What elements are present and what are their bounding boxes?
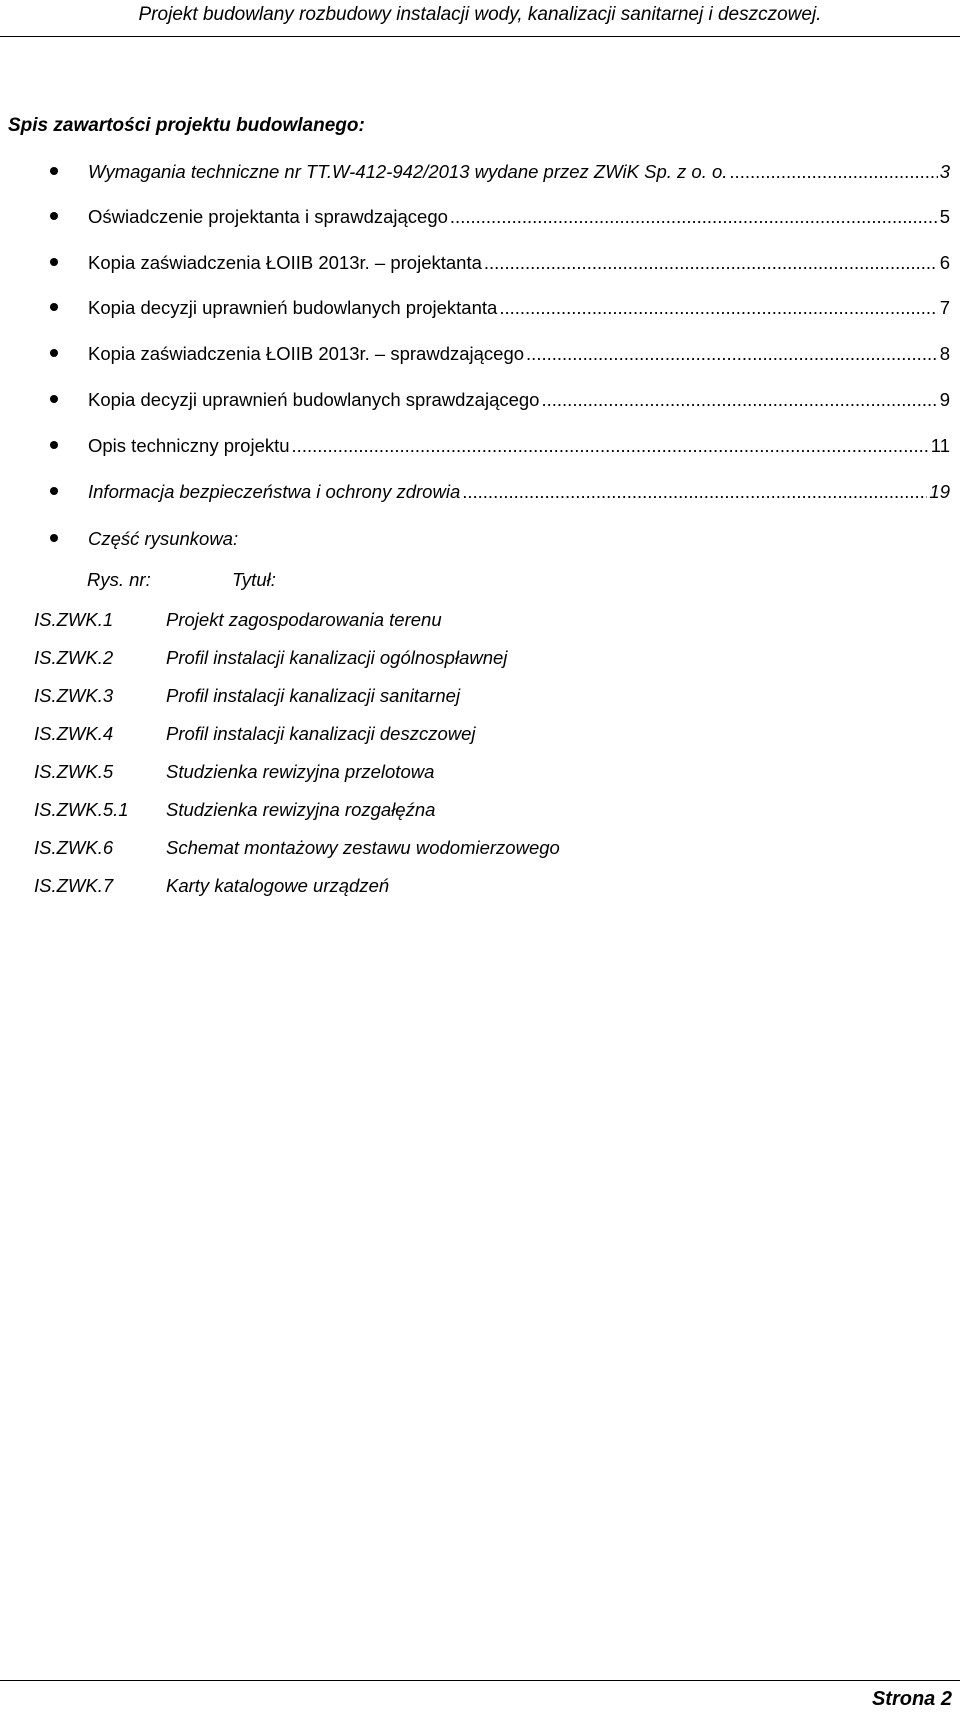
toc-leader-dots [541,385,937,415]
drawing-number: IS.ZWK.6 [34,837,114,858]
toc-item-page: 9 [939,389,950,410]
drawing-title: Profil instalacji kanalizacji deszczowej [166,723,476,744]
bullet-icon [50,258,58,266]
toc-item[interactable] [0,385,960,415]
drawing-title: Profil instalacji kanalizacji sanitarnej [166,685,461,706]
drawing-row [0,756,960,790]
drawing-title: Profil instalacji kanalizacji ogólnospławnej [166,647,508,668]
toc-entry [88,339,950,369]
bullet-icon [50,395,58,403]
toc-item-label: Informacja bezpieczeństwa i ochrony zdrowia [88,481,461,502]
toc-item-label: Kopia zaświadczenia ŁOIIB 2013r. – sprawdzającego [88,343,525,364]
toc-item[interactable] [0,431,960,461]
toc-leader-dots [462,477,927,507]
bullet-icon [50,441,58,449]
toc-item[interactable] [0,248,960,278]
drawing-title: Studzienka rewizyjna rozgałęźna [166,799,436,820]
toc-item-label: Oświadczenie projektanta i sprawdzającego [88,206,448,227]
drawings-heading: Część rysunkowa: [88,528,239,549]
toc-item-page: 5 [939,206,950,227]
toc-title: Spis zawartości projektu budowlanego: [8,115,365,136]
toc-entry [88,248,950,278]
bullet-icon [50,212,58,220]
drawing-row [0,680,960,714]
drawing-title: Projekt zagospodarowania terenu [166,609,442,630]
drawing-number: IS.ZWK.5.1 [34,799,129,820]
toc-leader-dots [450,202,938,232]
toc-item[interactable] [0,477,960,507]
toc-entry [88,157,950,187]
document-header: Projekt budowlany rozbudowy instalacji wody, kanalizacji sanitarnej i deszczowej. [138,4,822,25]
toc-item[interactable] [0,202,960,232]
toc-item-page: 8 [939,343,950,364]
drawing-row [0,642,960,676]
drawing-row [0,832,960,866]
drawings-heading-item [0,524,960,554]
toc-item-page: 3 [939,161,950,182]
drawing-title: Karty katalogowe urządzeń [166,875,390,896]
toc-leader-dots [484,248,938,278]
bullet-icon [50,534,58,542]
toc-entry [88,431,950,461]
drawing-row [0,718,960,752]
bullet-icon [50,349,58,357]
toc-item-page: 6 [939,252,950,273]
toc-entry [88,202,950,232]
page-number: Strona 2 [871,1688,952,1710]
drawing-number: IS.ZWK.4 [34,723,114,744]
toc-entry [88,293,950,323]
bullet-icon [50,487,58,495]
toc-item-page: 19 [929,481,950,502]
toc-item[interactable] [0,339,960,369]
toc-item-page: 11 [930,435,950,456]
drawing-title: Schemat montażowy zestawu wodomierzowego [166,837,560,858]
bullet-icon [50,167,58,175]
toc-leader-dots [499,293,937,323]
drawing-row [0,794,960,828]
toc-entry [88,477,950,507]
toc-item-label: Opis techniczny projektu [88,435,290,456]
drawing-number: IS.ZWK.1 [34,609,114,630]
toc-item[interactable] [0,293,960,323]
toc-item-label: Kopia zaświadczenia ŁOIIB 2013r. – projektanta [88,252,482,273]
toc-item[interactable] [0,157,960,187]
toc-leader-dots [526,339,938,369]
toc-item-label: Kopia decyzji uprawnień budowlanych sprawdzającego [88,389,540,410]
drawing-number: IS.ZWK.5 [34,761,114,782]
drawing-number: IS.ZWK.2 [34,647,114,668]
drawing-number: IS.ZWK.3 [34,685,114,706]
toc-leader-dots [292,431,929,461]
toc-item-label: Wymagania techniczne nr TT.W-412-942/2013 wydane przez ZWiK Sp. z o. o. [88,161,728,182]
footer-divider [0,1680,960,1681]
drawing-row [0,604,960,638]
drawing-title: Studzienka rewizyjna przelotowa [166,761,435,782]
toc-entry [88,385,950,415]
toc-leader-dots [729,157,937,187]
drawings-col-number-header: Rys. nr: [87,569,151,590]
drawing-row [0,870,960,904]
toc-item-label: Kopia decyzji uprawnień budowlanych projektanta [88,297,498,318]
drawing-number: IS.ZWK.7 [34,875,114,896]
bullet-icon [50,303,58,311]
toc-item-page: 7 [939,297,950,318]
drawings-col-title-header: Tytuł: [232,569,276,590]
header-divider [0,36,960,37]
